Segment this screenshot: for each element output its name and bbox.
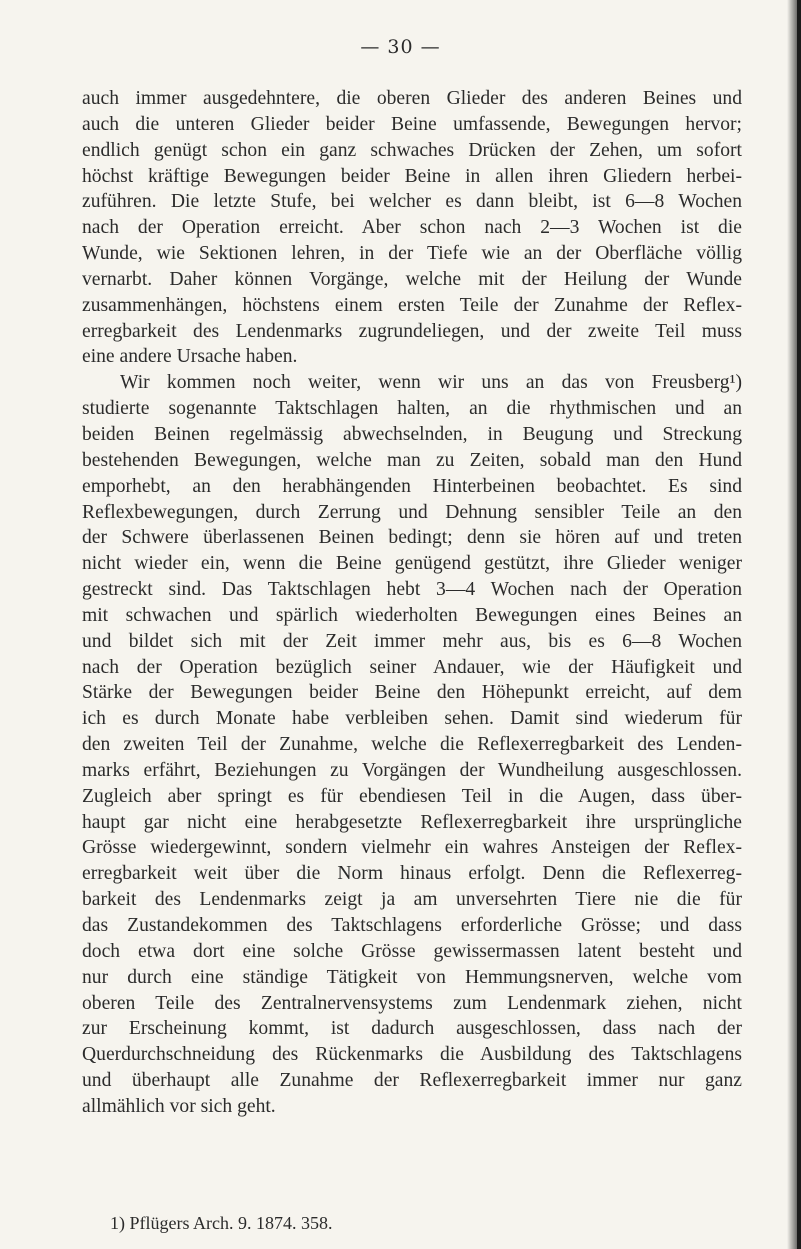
text-line: vernarbt. Daher können Vorgänge, welche mit der Heilung der Wunde bbox=[82, 268, 742, 290]
page-edge bbox=[797, 0, 801, 1249]
text-line: und überhaupt alle Zunahme der Reflexerregbarkeit immer nur ganz bbox=[82, 1070, 742, 1092]
text-line: nicht wieder ein, wenn die Beine genügend gestützt, ihre Glieder weniger bbox=[82, 553, 742, 575]
text-line: marks erfährt, Beziehungen zu Vorgängen der Wundheilung ausgeschlossen. bbox=[82, 759, 742, 781]
text-line: höchst kräftige Bewegungen beider Beine in allen ihren Gliedern herbei- bbox=[82, 165, 742, 187]
text-line: zur Erscheinung kommt, ist dadurch ausgeschlossen, dass nach der bbox=[82, 1018, 742, 1040]
text-line: nur durch eine ständige Tätigkeit von Hemmungsnerven, welche vom bbox=[82, 966, 742, 988]
text-line: oberen Teile des Zentralnervensystems zum Lendenmark ziehen, nicht bbox=[82, 992, 742, 1014]
text-line: Wunde, wie Sektionen lehren, in der Tiefe wie an der Oberfläche völlig bbox=[82, 243, 742, 265]
text-line: auch die unteren Glieder beider Beine umfassende, Bewegungen hervor; bbox=[82, 113, 742, 135]
text-line: Reflexbewegungen, durch Zerrung und Dehnung sensibler Teile an den bbox=[82, 501, 742, 523]
text-line: doch etwa dort eine solche Grösse gewissermassen latent besteht und bbox=[82, 940, 742, 962]
text-line: auch immer ausgedehntere, die oberen Glieder des anderen Beines und bbox=[82, 88, 742, 109]
page-number: — 30 — bbox=[360, 36, 441, 58]
text-line: nach der Operation bezüglich seiner Andauer, wie der Häufigkeit und bbox=[82, 656, 742, 678]
text-line: Wir kommen noch weiter, wenn wir uns an das von Freusberg¹) bbox=[120, 372, 742, 394]
text-line: der Schwere überlassenen Beinen bedingt; denn sie hören auf und treten bbox=[82, 527, 742, 549]
text-line: barkeit des Lendenmarks zeigt ja am unversehrten Tiere nie die für bbox=[82, 889, 742, 911]
text-line: und bildet sich mit der Zeit immer mehr aus, bis es 6—8 Wochen bbox=[82, 630, 742, 652]
text-line: beiden Beinen regelmässig abwechselnden, in Beugung und Streckung bbox=[82, 423, 742, 445]
text-line: Stärke der Bewegungen beider Beine den Höhepunkt erreicht, auf dem bbox=[82, 682, 742, 704]
text-line: nach der Operation erreicht. Aber schon nach 2—3 Wochen ist die bbox=[82, 217, 742, 239]
text-line: den zweiten Teil der Zunahme, welche die Reflexerregbarkeit des Lenden- bbox=[82, 734, 742, 756]
text-line: haupt gar nicht eine herabgesetzte Reflexerregbarkeit ihre ursprüngliche bbox=[82, 811, 742, 833]
text-line: Zugleich aber springt es für ebendiesen Teil in die Augen, dass über- bbox=[82, 785, 742, 807]
text-line: eine andere Ursache haben. bbox=[82, 346, 298, 368]
text-line: Grösse wiedergewinnt, sondern vielmehr ein wahres Ansteigen der Reflex- bbox=[82, 837, 742, 859]
text-line: emporhebt, an den herabhängenden Hinterbeinen beobachtet. Es sind bbox=[82, 475, 742, 497]
text-line: bestehenden Bewegungen, welche man zu Zeiten, sobald man den Hund bbox=[82, 449, 742, 471]
text-line: erregbarkeit des Lendenmarks zugrundeliegen, und der zweite Teil muss bbox=[82, 320, 742, 342]
text-line: das Zustandekommen des Taktschlagens erforderliche Grösse; und dass bbox=[82, 915, 742, 936]
text-line: ich es durch Monate habe verbleiben sehen. Damit sind wiederum für bbox=[82, 708, 742, 730]
text-line: Querdurchschneidung des Rückenmarks die Ausbildung des Taktschlagens bbox=[82, 1044, 742, 1066]
text-line: zuführen. Die letzte Stufe, bei welcher es dann bleibt, ist 6—8 Wochen bbox=[82, 191, 742, 213]
text-line: endlich genügt schon ein ganz schwaches Drücken der Zehen, um sofort bbox=[82, 139, 742, 161]
body-text bbox=[82, 86, 742, 1120]
text-line: gestreckt sind. Das Taktschlagen hebt 3—4 Wochen nach der Operation bbox=[82, 579, 742, 601]
text-line: mit schwachen und spärlich wiederholten Bewegungen eines Beines an bbox=[82, 604, 742, 626]
text-line: erregbarkeit weit über die Norm hinaus erfolgt. Denn die Reflexerreg- bbox=[82, 863, 742, 885]
text-line: studierte sogenannte Taktschlagen halten, an die rhythmischen und an bbox=[82, 398, 742, 420]
text-line: zusammenhängen, höchstens einem ersten Teile der Zunahme der Reflex- bbox=[82, 294, 742, 316]
footnote: 1) Pflügers Arch. 9. 1874. 358. bbox=[110, 1213, 333, 1233]
text-line: allmählich vor sich geht. bbox=[82, 1095, 276, 1117]
